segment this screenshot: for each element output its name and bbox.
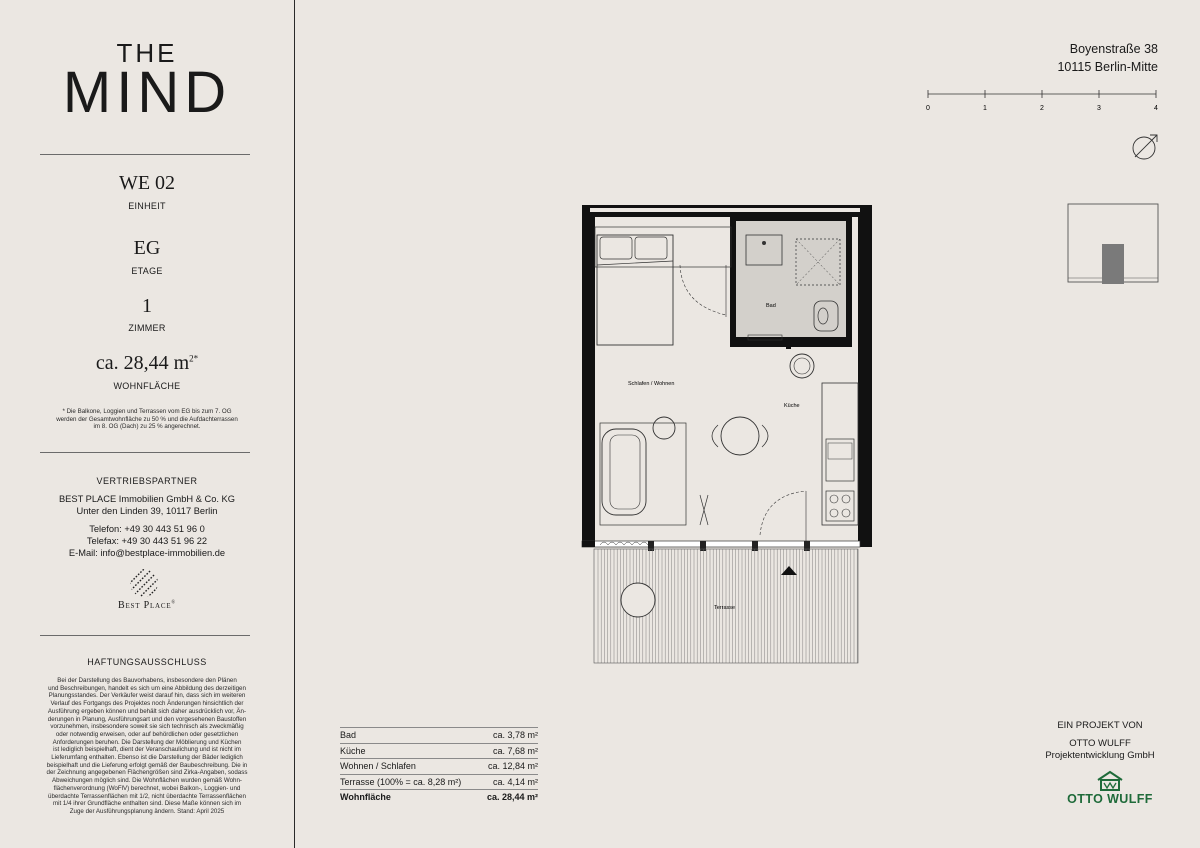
divider [40, 635, 250, 636]
disclaimer-line: Zuge der Ausführungsplanung ändern. Stand: April 2025 [69, 807, 225, 815]
unit-floor-label: ETAGE [131, 266, 163, 276]
footnote-line: im 8. OG (Dach) zu 25 % angerechnet. [93, 423, 201, 431]
side-table-icon [653, 417, 675, 439]
area-row [340, 728, 538, 744]
best-place-logo-text [0, 600, 294, 611]
sales-email[interactable]: E-Mail: info@bestplace-immobilien.de [68, 548, 226, 558]
project-line2: OTTO WULFF [1069, 737, 1131, 749]
dining-table-icon [721, 417, 759, 455]
disclaimer-line: und Beschreibungen, handelt es sich um eine Abbildung des derzeitigen [48, 684, 246, 692]
footnote-line: werden der Gesamtwohnfläche zu 50 % und die Aufdachterrassen [56, 415, 238, 423]
address-city: 10115 Berlin-Mitte [1057, 60, 1158, 74]
unit-number-label: EINHEIT [128, 201, 166, 211]
area-value: ca. 3,78 m² [492, 730, 538, 740]
disclaimer-line: Bei der Darstellung des Bauvorhabens, insbesondere den Plänen [57, 677, 237, 684]
footnote-line: * Die Balkone, Loggien und Terrassen vom EG bis zum 7. OG [62, 408, 232, 415]
disclaimer-line: Verlauf des Fortgangs des Projektes noch Änderungen hinsichtlich der [50, 700, 244, 708]
area-value: ca. 12,84 m² [487, 761, 538, 771]
unit-rooms: 1 [142, 295, 152, 317]
logo-text: Best Place [117, 600, 172, 611]
unit-area-value: ca. 28,44 m [95, 352, 190, 374]
unit-floor: EG [133, 237, 161, 259]
sales-heading: VERTRIEBSPARTNER [96, 476, 198, 486]
area-name: Bad [340, 730, 357, 740]
area-value: ca. 7,68 m² [492, 745, 538, 756]
area-total-row [340, 790, 538, 805]
disclaimer-line: vorzunehmen, insbesondere soweit sie sich technisch als zweckmäßig [50, 723, 244, 731]
disclaimer-line: beispielhaft und die Lieferung erfolgt gemäß der Baubeschreibung. Die in [46, 761, 248, 769]
unit-area [0, 352, 294, 375]
wall-left [582, 205, 595, 547]
room-label-terrasse: Terrasse [714, 605, 736, 611]
disclaimer-line: Lieferumfang enthalten. Ebenso ist die Darstellung der Bäder lediglich [51, 754, 243, 762]
disclaimer-line: derungen in Planung, Ausführungsart und den vorgesehenen Baustoffen [47, 715, 247, 723]
sales-street: Unter den Linden 39, 10117 Berlin [76, 506, 218, 516]
unit-area-label: WOHNFLÄCHE [113, 381, 181, 391]
area-name: Wohnfläche [340, 792, 391, 802]
sales-fax: Telefax: +49 30 443 51 96 22 [86, 536, 208, 546]
bathroom-floor [736, 221, 846, 337]
logo-mark: ® [171, 600, 177, 606]
area-name: Küche [340, 745, 366, 756]
kitchen-sink-icon [826, 439, 854, 481]
disclaimer-line: Anforderungen beruhen. Die Darstellung der Möblierung und Küchen [52, 738, 242, 746]
best-place-logo-icon [128, 567, 160, 599]
floor-plan [560, 195, 890, 670]
area-footnote [0, 408, 294, 431]
sidebar [0, 0, 295, 848]
scale-tick: 4 [1154, 105, 1158, 112]
building-keyplan-icon [1066, 200, 1162, 288]
north-arrow-icon [1128, 130, 1162, 164]
area-value: ca. 28,44 m² [486, 792, 538, 802]
address-street: Boyenstraße 38 [1069, 42, 1158, 56]
sofa-icon [602, 429, 646, 515]
wall-right [858, 205, 872, 547]
disclaimer-line: Abweichungen möglich sind. Die Wohnflächen wurden gemäß Wohn- [52, 777, 242, 785]
area-row [340, 775, 538, 791]
disclaimer-line: mit 1/4 ihrer Grundfläche enthalten sind. Diese Maße können sich im [52, 800, 242, 808]
disclaimer-line: flächenverordnung (WoFlV) berechnet, wobei Balkon-, Loggien- und [53, 784, 241, 792]
area-table [340, 727, 538, 805]
divider [40, 452, 250, 453]
kitchen-stool-icon [790, 354, 814, 378]
project-credit [1030, 720, 1170, 763]
plant-icon [700, 495, 708, 525]
area-row [340, 744, 538, 760]
address [1057, 40, 1158, 76]
area-name: Terrasse (100% = ca. 8,28 m²) [340, 776, 462, 787]
disclaimer-heading: HAFTUNGSAUSSCHLUSS [87, 657, 207, 667]
project-line3: Projektentwicklung GmbH [1045, 750, 1155, 761]
room-label-kueche: Küche [784, 403, 800, 409]
unit-rooms-label: ZIMMER [128, 323, 166, 333]
disclaimer-line: der Zeichnung angegebenen Flächengrößen sind Zirka-Angaben, sodass [46, 769, 248, 777]
area-value: ca. 4,14 m² [492, 776, 538, 787]
brand-the: THE [116, 38, 178, 68]
scale-tick: 0 [926, 105, 930, 112]
area-name: Wohnen / Schlafen [340, 761, 416, 771]
sales-phone: Telefon: +49 30 443 51 96 0 [89, 524, 205, 534]
disclaimer-line: oder notwendig erweisen, oder auf behördlichen oder gesetzlichen [55, 730, 239, 738]
scale-tick: 1 [983, 105, 987, 112]
scale-bar [920, 86, 1170, 116]
disclaimer-line: Planungsstandes. Der Verkäufer weist darauf hin, dass sich im weiteren [48, 692, 246, 700]
kitchen-counter [822, 383, 858, 525]
disclaimer-line: überdachte Terrassenflächen mit 1/2, nicht überdachte Terrassenflächen [48, 792, 246, 800]
unit-area-sup: 2* [189, 353, 199, 364]
sales-contact [0, 493, 294, 559]
room-label-schlafen: Schlafen / Wohnen [628, 381, 675, 387]
terrace-chair-icon [621, 583, 655, 617]
otto-wulff-logo-text: OTTO WULFF [1067, 792, 1153, 806]
unit-number: WE 02 [118, 172, 176, 194]
scale-tick: 2 [1040, 105, 1044, 112]
room-label-bad: Bad [766, 303, 776, 309]
wardrobe [595, 227, 731, 267]
disclaimer-body [0, 677, 294, 816]
cooktop-icon [826, 491, 854, 521]
otto-wulff-house-icon [1096, 770, 1124, 792]
sales-company: BEST PLACE Immobilien GmbH & Co. KG [58, 494, 235, 504]
brand-mind: MIND [62, 60, 232, 125]
scale-tick: 3 [1097, 105, 1101, 112]
project-line1: EIN PROJEKT VON [1057, 720, 1143, 731]
area-row [340, 759, 538, 775]
divider [40, 154, 250, 155]
disclaimer-line: Ausführung ergeben können und behält sich daher ausdrücklich vor, Än- [47, 707, 247, 715]
disclaimer-line: ist lediglich beispielhaft, dient der Veranschaulichung und ist nicht im [53, 746, 241, 754]
